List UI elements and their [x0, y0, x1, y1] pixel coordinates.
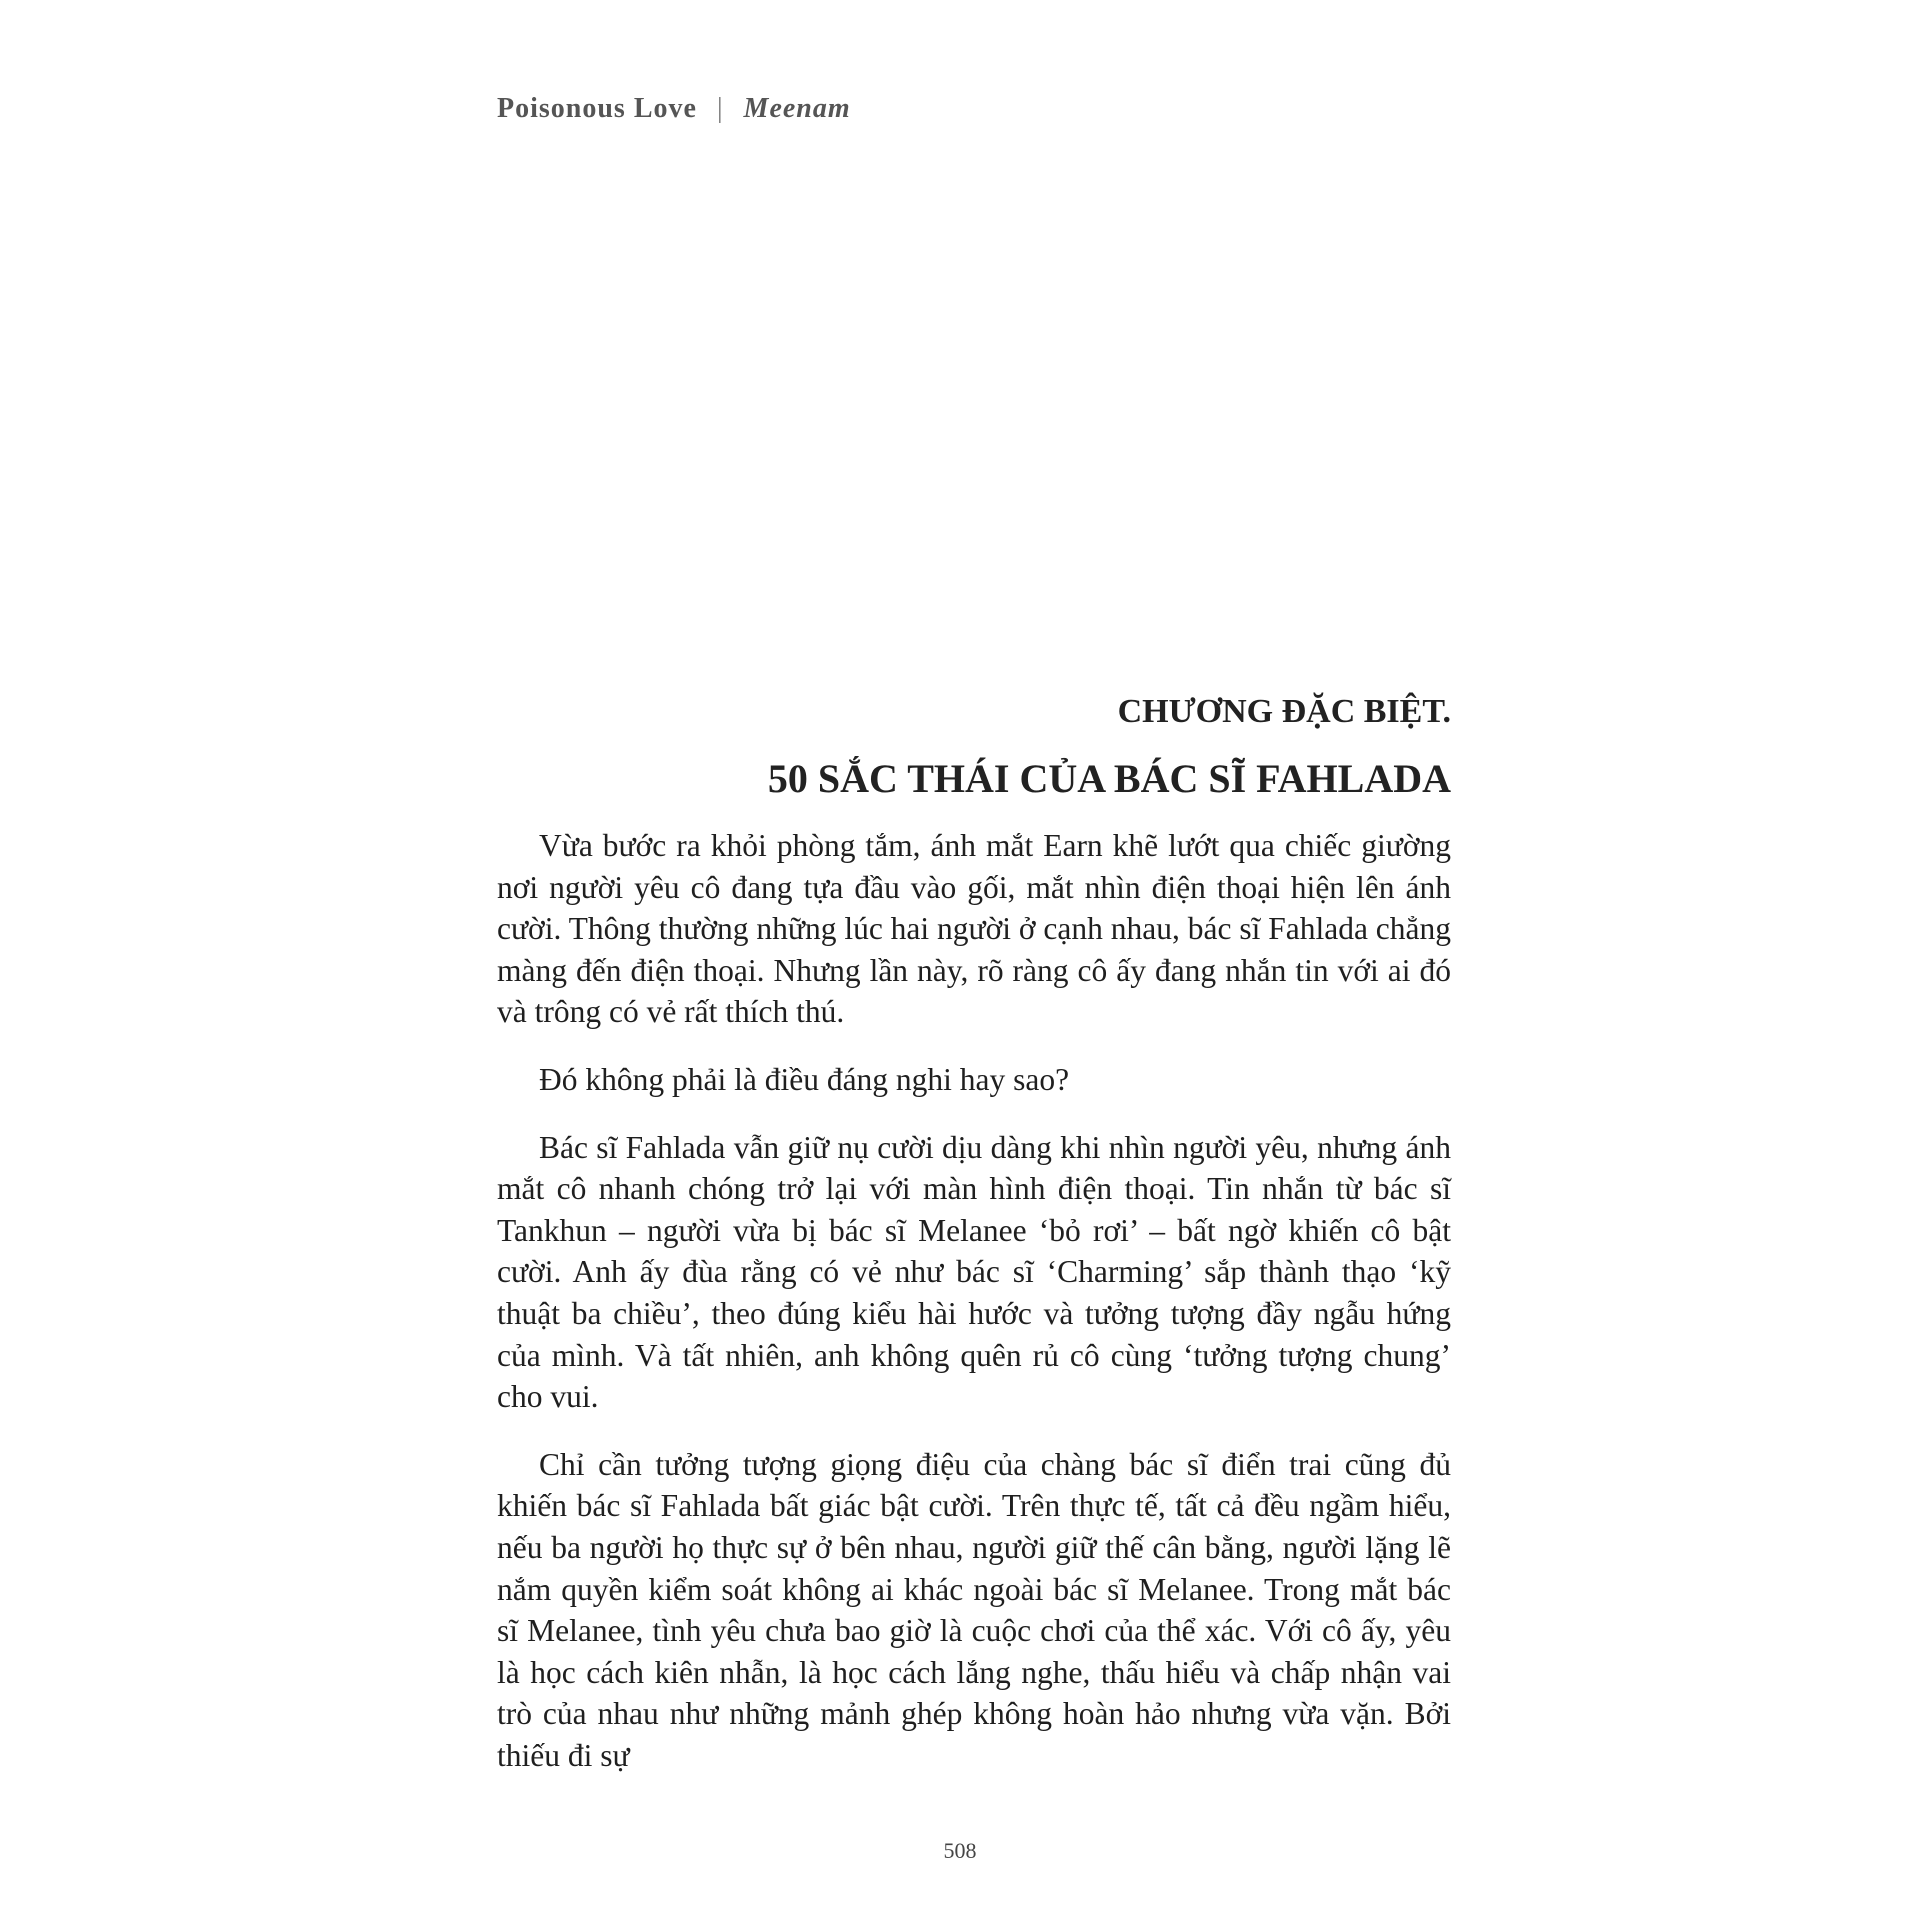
paragraph-3: Bác sĩ Fahlada vẫn giữ nụ cười dịu dàng khi nhìn người yêu, nhưng ánh mắt cô nhanh chóng trở lại với màn hình điện thoại. Tin nhắn từ bác sĩ Tankhun – người vừa bị bác sĩ Melanee ‘bỏ rơi’ – bất ngờ khiến cô bật cười. Anh ấy đùa rằng có vẻ như bác sĩ ‘Charming’ sắp thành thạo ‘kỹ thuật ba chiều’, theo đúng kiểu hài hước và tưởng tượng đầy ngẫu hứng của mình. Và tất nhiên, anh không quên rủ cô cùng ‘tưởng tượng chung’ cho vui. — [497, 1129, 1451, 1415]
header-separator: | — [716, 93, 724, 124]
paragraph-1: Vừa bước ra khỏi phòng tắm, ánh mắt Earn khẽ lướt qua chiếc giường nơi người yêu cô đang tựa đầu vào gối, mắt nhìn điện thoại hiện lên ánh cười. Thông thường những lúc hai người ở cạnh nhau, bác sĩ Fahlada chẳng màng đến điện thoại. Nhưng lần này, rõ ràng cô ấy đang nhắn tin với ai đó và trông có vẻ rất thích thú. — [497, 828, 1452, 1030]
page-number: 508 — [943, 1838, 977, 1863]
paragraph-4: Chỉ cần tưởng tượng giọng điệu của chàng bác sĩ điển trai cũng đủ khiến bác sĩ Fahlada bất giác bật cười. Trên thực tế, tất cả đều ngầm hiểu, nếu ba người họ thực sự ở bên nhau, người giữ thế cân bằng, người lặng lẽ nắm quyền kiểm soát không ai khác ngoài bác sĩ Melanee. Trong mắt bác sĩ Melanee, tình yêu chưa bao giờ là cuộc chơi của thể xác. Với cô ấy, yêu là học cách kiên nhẫn, là học cách lắng nghe, thấu hiểu và chấp nhận vai trò của nhau như những mảnh ghép không hoàn hảo nhưng vừa vặn. Bởi thiếu đi sự — [497, 1446, 1451, 1773]
paragraph-2: Đó không phải là điều đáng nghi hay sao? — [539, 1061, 1070, 1097]
chapter-label: CHƯƠNG ĐẶC BIỆT. — [1117, 693, 1451, 730]
body-text — [497, 825, 1451, 1802]
book-title: Poisonous Love — [497, 93, 697, 124]
chapter-heading — [497, 690, 1451, 806]
author-name: Meenam — [743, 93, 851, 124]
chapter-title: 50 SẮC THÁI CỦA BÁC SĨ FAHLADA — [767, 756, 1451, 801]
running-header — [497, 93, 851, 125]
